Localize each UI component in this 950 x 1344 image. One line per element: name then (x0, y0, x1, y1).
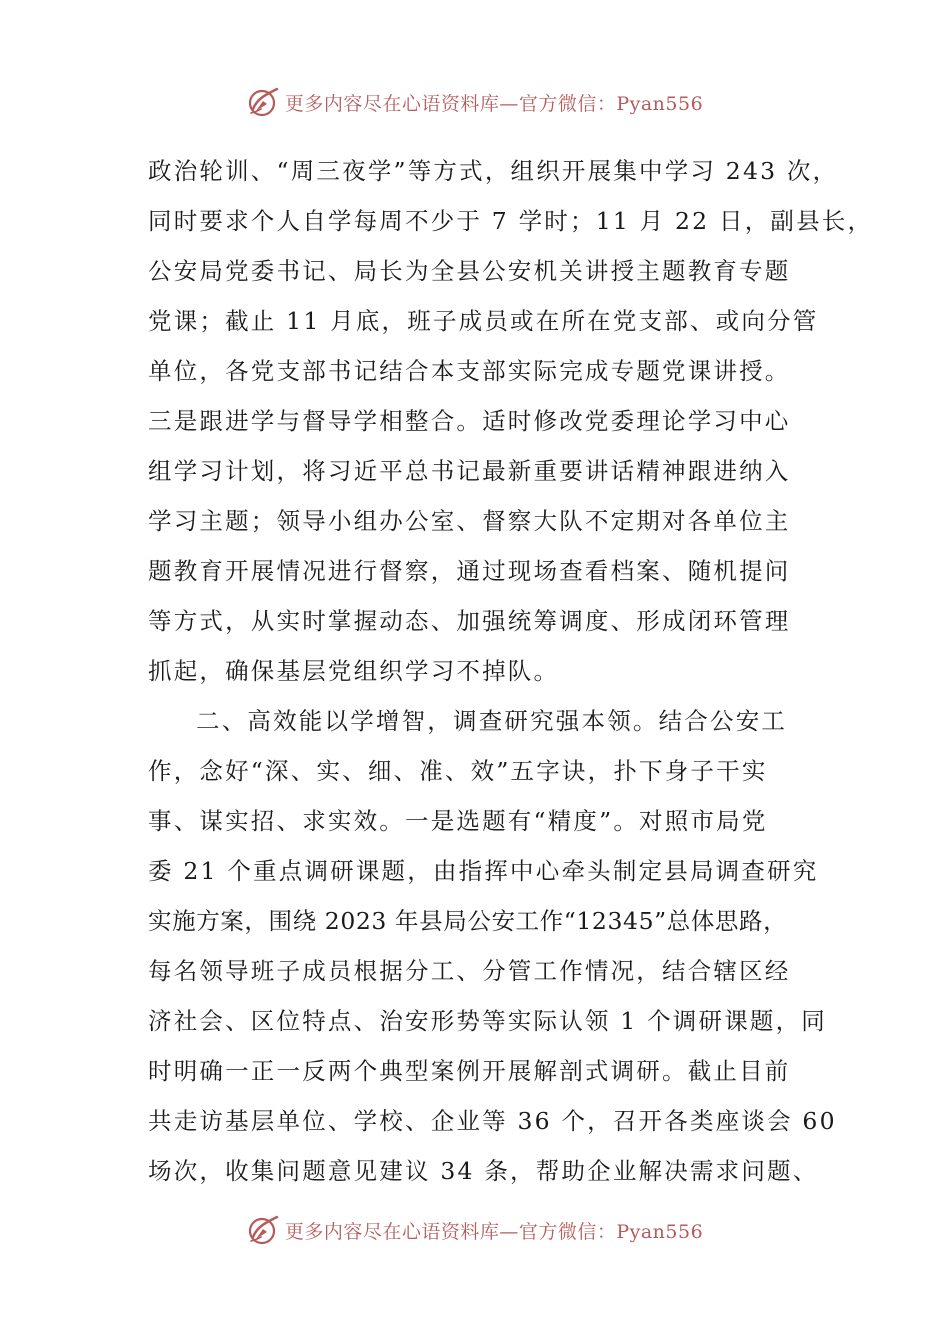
footer-watermark-text: 更多内容尽在心语资料库—官方微信：Pyan556 (284, 1220, 704, 1243)
header-watermark-banner (0, 82, 950, 122)
body-line: 共走访基层单位、学校、企业等 36 个，召开各类座谈会 60 (148, 1107, 837, 1135)
body-line: 党课；截止 11 月底，班子成员或在所在党支部、或向分管 (148, 307, 819, 335)
body-line: 单位，各党支部书记结合本支部实际完成专题党课讲授。 (148, 357, 791, 385)
body-line: 三是跟进学与督导学相整合。适时修改党委理论学习中心 (148, 407, 791, 435)
body-line: 时明确一正一反两个典型案例开展解剖式调研。截止目前 (148, 1057, 791, 1085)
body-line: 学习主题；领导小组办公室、督察大队不定期对各单位主 (148, 507, 791, 535)
header-watermark-text: 更多内容尽在心语资料库—官方微信：Pyan556 (284, 92, 704, 115)
body-line: 组学习计划，将习近平总书记最新重要讲话精神跟进纳入 (148, 457, 791, 485)
body-line: 事、谋实招、求实效。一是选题有“精度”。对照市局党 (148, 807, 768, 835)
body-line: 作，念好“深、实、细、准、效”五字诀，扑下身子干实 (148, 757, 768, 785)
body-line: 实施方案，围绕 2023 年县局公安工作“12345”总体思路， (148, 907, 788, 935)
body-line: 等方式，从实时掌握动态、加强统筹调度、形成闭环管理 (148, 607, 791, 635)
pen-logo-icon (247, 1213, 281, 1247)
section-heading-line: 二、高效能以学增智，调查研究强本领。结合公安工 (196, 707, 788, 735)
body-line: 委 21 个重点调研课题，由指挥中心牵头制定县局调查研究 (148, 857, 819, 885)
body-line: 场次，收集问题意见建议 34 条，帮助企业解决需求问题、 (148, 1157, 819, 1185)
body-line: 每名领导班子成员根据分工、分管工作情况，结合辖区经 (148, 957, 791, 985)
body-line: 政治轮训、“周三夜学”等方式，组织开展集中学习 243 次， (148, 157, 839, 185)
body-line: 抓起，确保基层党组织学习不掉队。 (148, 657, 560, 685)
footer-watermark (247, 1213, 703, 1247)
header-watermark (247, 85, 703, 119)
body-line: 题教育开展情况进行督察，通过现场查看档案、随机提问 (148, 557, 791, 585)
body-line: 公安局党委书记、局长为全县公安机关讲授主题教育专题 (148, 257, 791, 285)
document-body (148, 146, 874, 1196)
body-line: 济社会、区位特点、治安形势等实际认领 1 个调研课题，同 (148, 1007, 827, 1035)
footer-watermark-banner (0, 1210, 950, 1250)
body-line: 同时要求个人自学每周不少于 7 学时；11 月 22 日，副县长， (148, 207, 874, 235)
pen-logo-icon (247, 85, 281, 119)
